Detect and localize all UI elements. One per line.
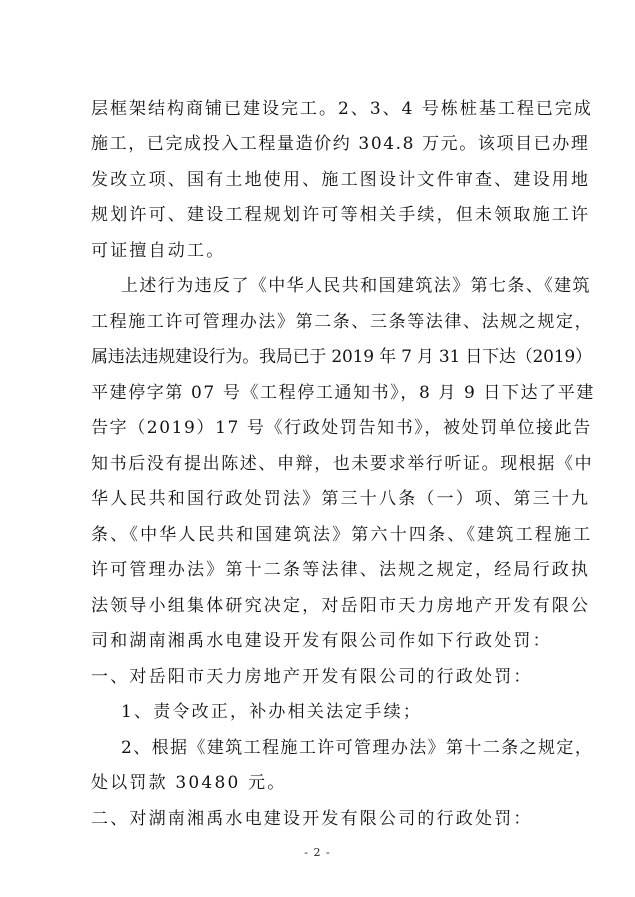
text-line-11: 知书后没有提出陈述、申辩，也未要求举行听证。现根据《中	[91, 454, 594, 474]
text-line-5: 可证擅自动工。	[91, 241, 226, 261]
text-line-13: 条、《中华人民共和国建筑法》第六十四条、《建筑工程施工	[91, 525, 593, 545]
item-1: 1、责令改正，补办相关法定手续；	[121, 702, 423, 722]
text-line-10: 告字（2019）17 号《行政处罚告知书》，被处罚单位接此告	[91, 418, 592, 438]
item-2-continuation: 处以罚款 30480 元。	[91, 773, 287, 793]
text-line-15: 法领导小组集体研究决定，对岳阳市天力房地产开发有限公	[91, 596, 591, 616]
text-line-6: 上述行为违反了《中华人民共和国建筑法》第七条、《建筑	[121, 276, 591, 296]
text-line-14: 许可管理办法》第十二条等法律、法规之规定，经局行政执	[91, 560, 591, 580]
text-line-4: 规划许可、建设工程规划许可等相关手续，但未领取施工许	[91, 205, 591, 225]
section-heading-1: 一、对岳阳市天力房地产开发有限公司的行政处罚：	[91, 667, 533, 687]
text-line-16: 司和湖南湘禹水电建设开发有限公司作如下行政处罚：	[91, 631, 552, 651]
page-number: - 2 -	[304, 846, 331, 859]
text-line-8: 属违法违规建设行为。我局已于 2019 年 7 月 31 日下达（2019）	[91, 347, 592, 367]
text-line-7: 工程施工许可管理办法》第二条、三条等法律、法规之规定，	[91, 312, 594, 332]
section-heading-2: 二、对湖南湘禹水电建设开发有限公司的行政处罚：	[91, 809, 533, 829]
item-2: 2、根据《建筑工程施工许可管理办法》第十二条之规定，	[121, 738, 594, 758]
text-line-12: 华人民共和国行政处罚法》第三十八条（一）项、第三十九	[91, 489, 591, 509]
text-line-3: 发改立项、国有土地使用、施工图设计文件审查、建设用地	[91, 170, 591, 190]
text-line-9: 平建停字第 07 号《工程停工通知书》，8 月 9 日下达了平建	[91, 383, 595, 403]
text-line-1: 层框架结构商铺已建设完工。2、3、4 号栋桩基工程已完成	[91, 99, 593, 119]
text-line-2: 施工，已完成投入工程量造价约 304.8 万元。该项目已办理	[91, 134, 590, 154]
